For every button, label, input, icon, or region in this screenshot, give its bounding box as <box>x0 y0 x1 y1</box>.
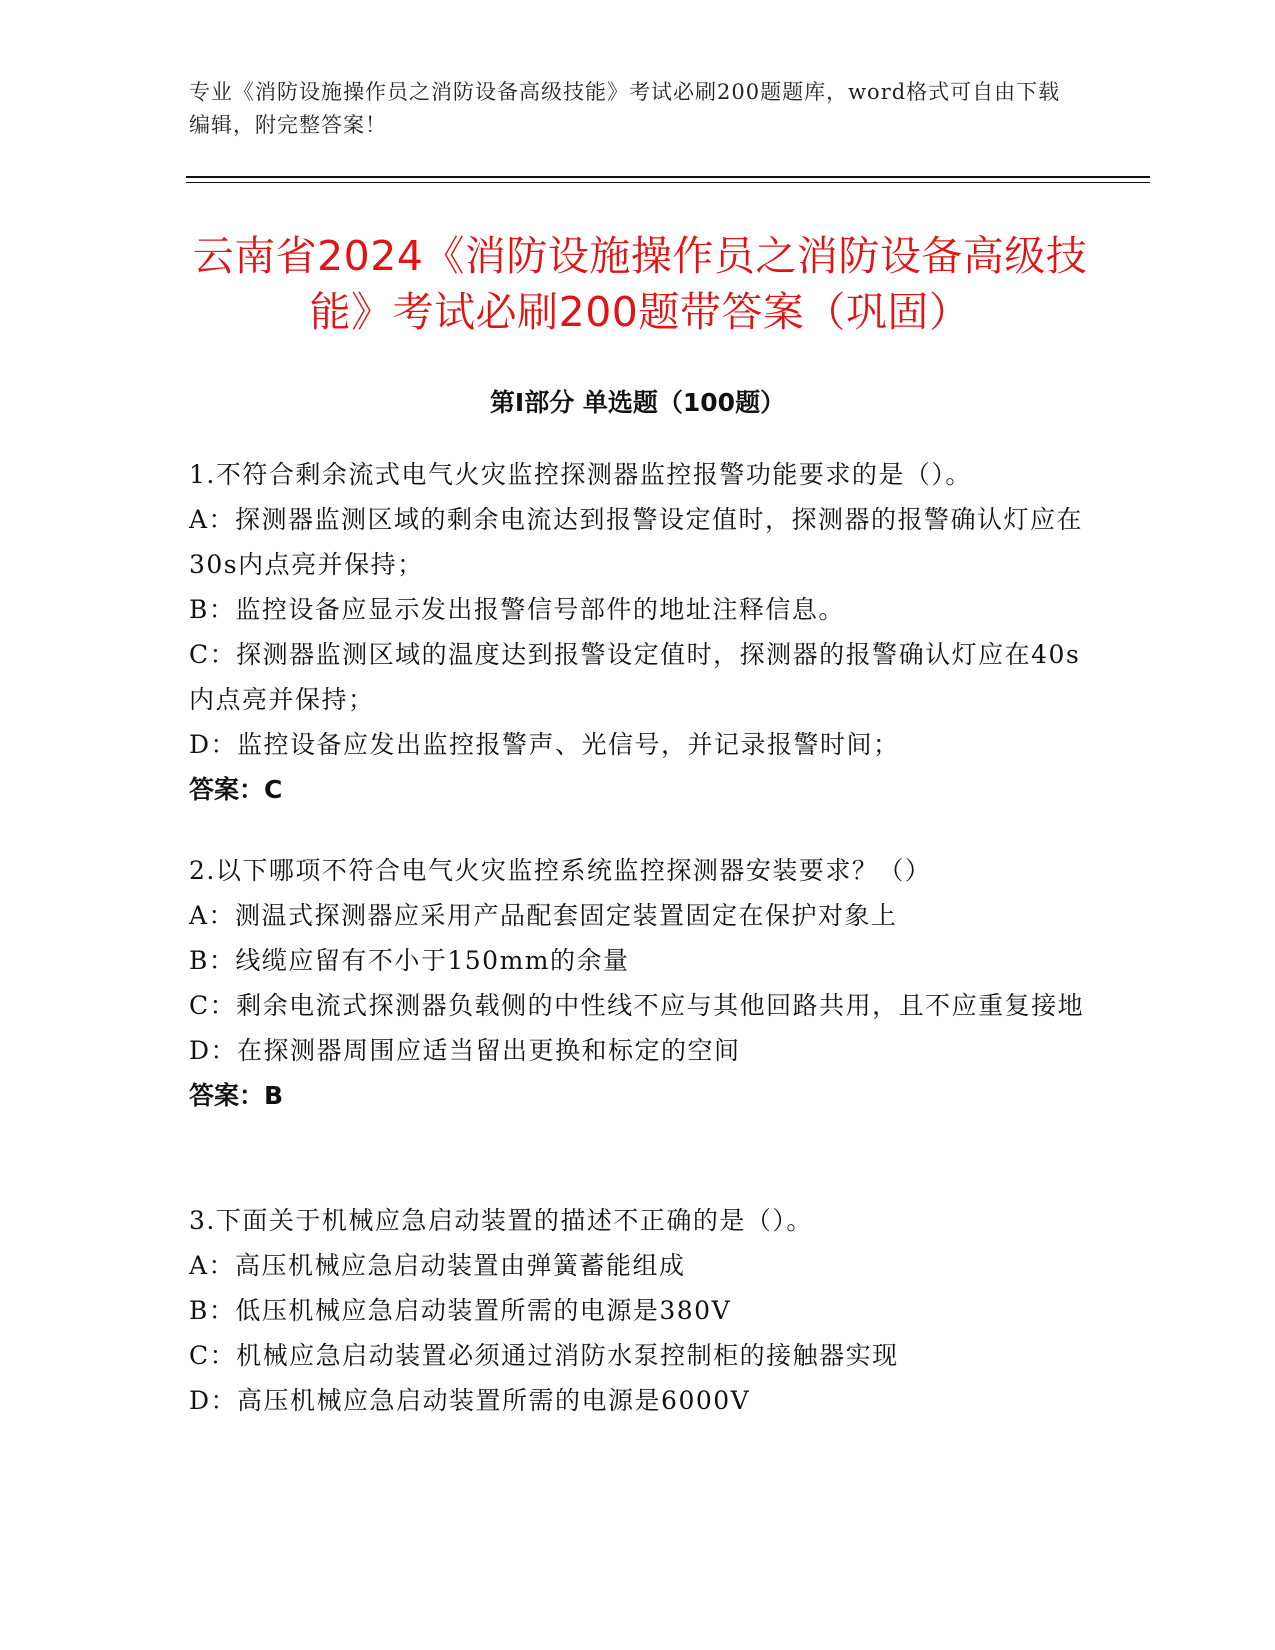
option-b: B：监控设备应显示发出报警信号部件的地址注释信息。 <box>189 595 845 624</box>
question-2 <box>189 848 1089 1118</box>
question-stem: 3.下面关于机械应急启动装置的描述不正确的是（）。 <box>189 1206 813 1235</box>
option-d: D：高压机械应急启动装置所需的电源是6000V <box>189 1386 751 1415</box>
header-divider-thick <box>186 176 1150 178</box>
option-d: D：在探测器周围应适当留出更换和标定的空间 <box>189 1036 741 1065</box>
question-stem: 1.不符合剩余流式电气火灾监控探测器监控报警功能要求的是（）。 <box>189 460 972 489</box>
option-b: B：低压机械应急启动装置所需的电源是380V <box>189 1296 732 1325</box>
header-note: 专业《消防设施操作员之消防设备高级技能》考试必刷200题题库，word格式可自由下载编辑，附完整答案！ <box>189 80 1061 137</box>
question-stem: 2.以下哪项不符合电气火灾监控系统监控探测器安装要求？（） <box>189 856 932 885</box>
option-d: D：监控设备应发出监控报警声、光信号，并记录报警时间； <box>189 730 900 759</box>
question-1 <box>189 452 1089 812</box>
answer-line: 答案：B <box>189 1081 284 1110</box>
option-c: C：机械应急启动装置必须通过消防水泵控制柜的接触器实现 <box>189 1341 899 1370</box>
document-title: 云南省2024《消防设施操作员之消防设备高级技能》考试必刷200题带答案（巩固） <box>192 232 1088 336</box>
option-c: C：探测器监测区域的温度达到报警设定值时，探测器的报警确认灯应在40s内点亮并保持； <box>189 640 1081 714</box>
option-a: A：高压机械应急启动装置由弹簧蓄能组成 <box>189 1251 686 1280</box>
option-c: C：剩余电流式探测器负载侧的中性线不应与其他回路共用，且不应重复接地 <box>189 991 1085 1020</box>
question-3 <box>189 1198 1089 1423</box>
option-a: A：探测器监测区域的剩余电流达到报警设定值时，探测器的报警确认灯应在30s内点亮并保持； <box>189 505 1084 579</box>
option-b: B：线缆应留有不小于150mm的余量 <box>189 946 630 975</box>
section-heading: 第I部分 单选题（100题） <box>489 388 786 417</box>
option-a: A：测温式探测器应采用产品配套固定装置固定在保护对象上 <box>189 901 898 930</box>
answer-line: 答案：C <box>189 775 283 804</box>
header-divider-thin <box>186 182 1150 183</box>
